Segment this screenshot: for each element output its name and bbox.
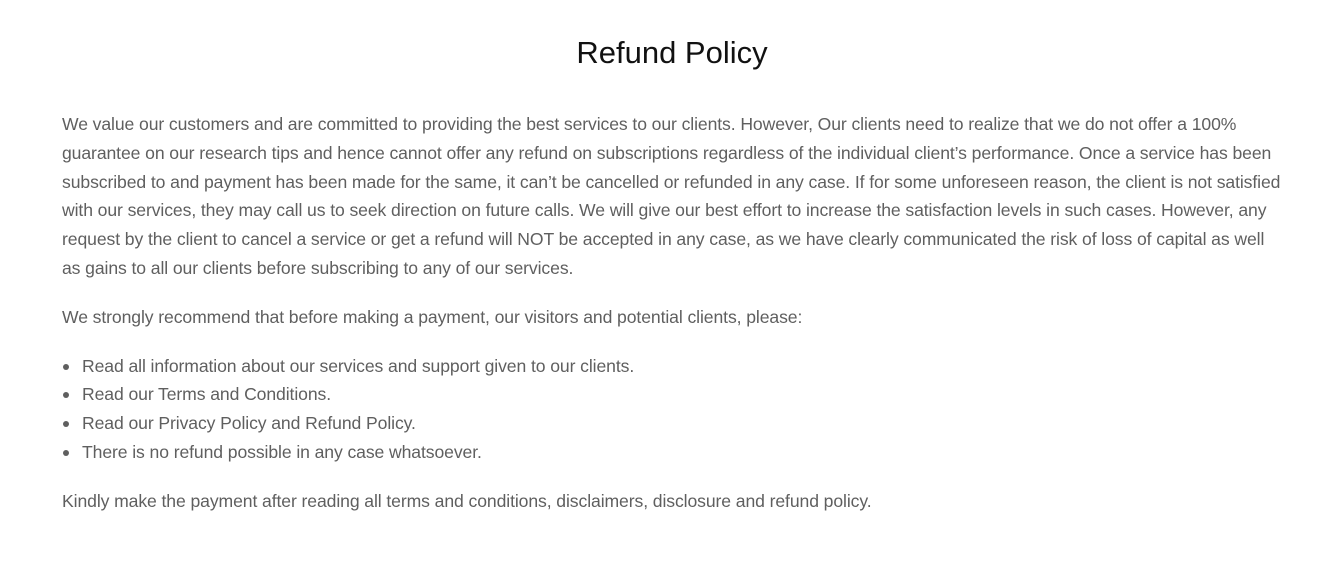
list-item-text: Read all information about our services and support given to our clients. [82, 355, 635, 376]
bullet-icon [63, 364, 69, 370]
page-title: Refund Policy [576, 35, 768, 70]
bullet-icon [63, 421, 69, 427]
list-item [62, 409, 1282, 438]
list-item [62, 438, 1282, 467]
bullet-icon [63, 392, 69, 398]
list-item-text: Read our Terms and Conditions. [82, 384, 331, 405]
recommendation-paragraph: We strongly recommend that before making a payment, our visitors and potential clients, please: [62, 306, 803, 327]
list-item [62, 380, 1282, 409]
list-item-text: Read our Privacy Policy and Refund Policy. [82, 413, 416, 434]
intro-paragraph: We value our customers and are committed to providing the best services to our clients. However, Our clients need to realize that we do not offer a 100% guarantee on our research tips and hence cannot offer any refund on subscriptions regardless of the individual client’s performance. Once a service has been subscribed to and payment has been made for the same, it can’t be cancelled or refunded in any case. If for some unforeseen reason, the client is not satisfied with our services, they may call us to seek direction on future calls. We will give our best effort to increase the satisfaction levels in such cases. However, any request by the client to cancel a service or get a refund will NOT be accepted in any case, as we have clearly communicated the risk of loss of capital as well as gains to all our clients before subscribing to any of our services. [62, 114, 1281, 278]
recommendation-list [62, 352, 1282, 467]
list-item-text: There is no refund possible in any case whatsoever. [82, 441, 482, 462]
closing-paragraph: Kindly make the payment after reading all terms and conditions, disclaimers, disclosure and refund policy. [62, 490, 872, 511]
bullet-icon [63, 450, 69, 456]
list-item [62, 352, 1282, 381]
